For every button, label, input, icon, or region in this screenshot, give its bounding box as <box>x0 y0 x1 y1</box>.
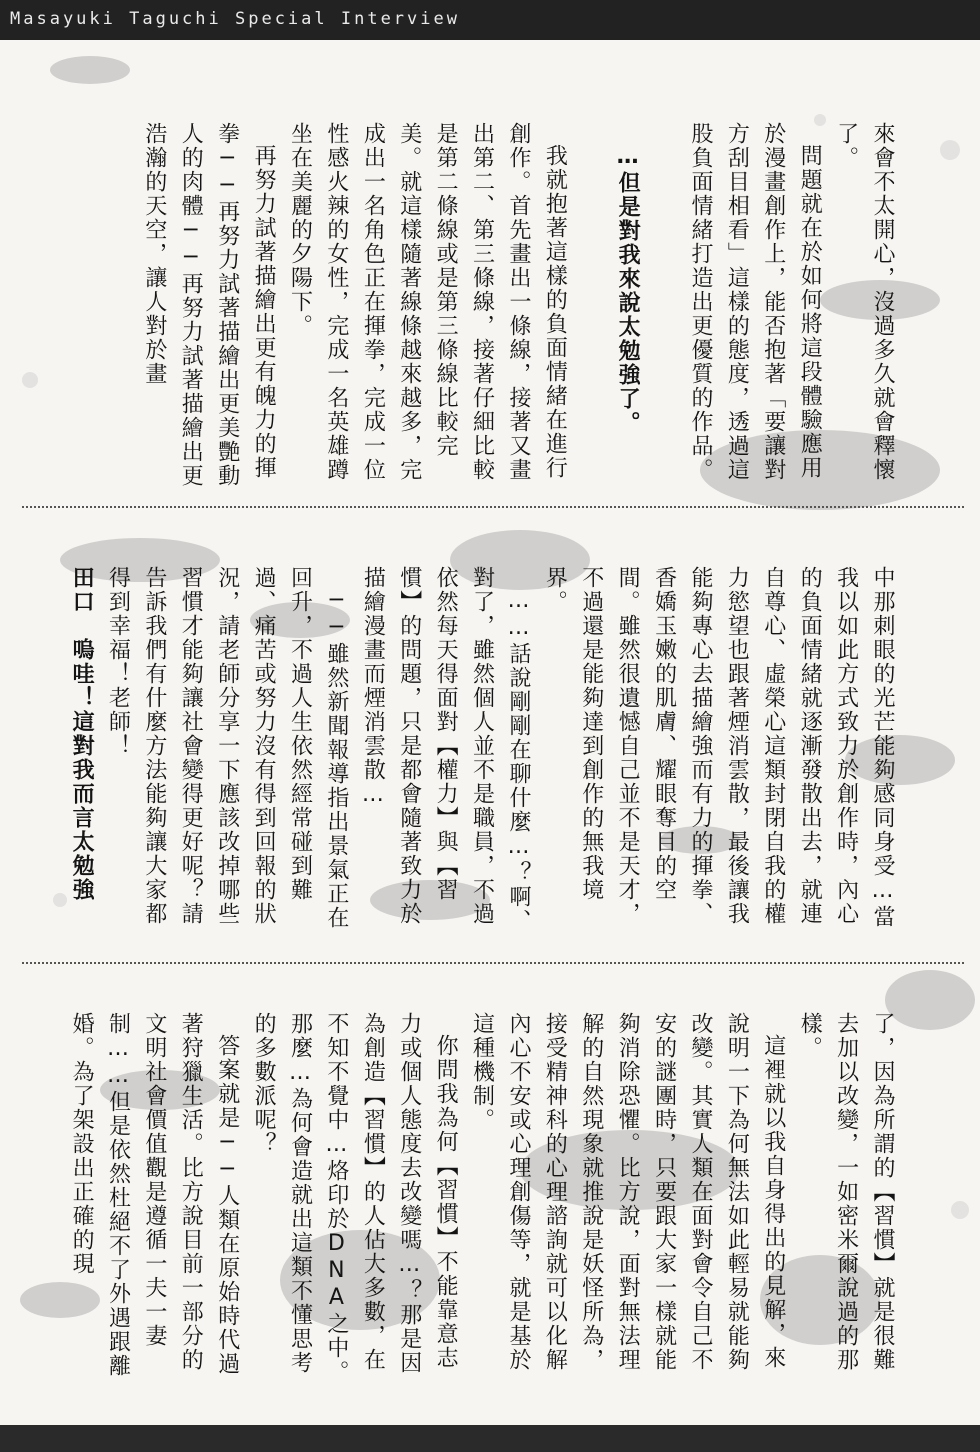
paragraph: 問題就在於如何將這段體驗應用於漫畫創作上，能否抱著「要讓對方刮目相看」這樣的態度，透過這股負面情緒打造出更優質的作品。 <box>687 122 823 482</box>
text-section-middle <box>69 566 900 938</box>
paragraph: 答案就是──人類在原始時代過著狩獵生活。比方說目前一部分的文明社會價值觀是遵循一夫一妻制……但是依然杜絕不了外遇跟離婚。為了架設出正確的現 <box>69 1012 240 1378</box>
paragraph: 我就抱著這樣的負面情緒在進行創作。首先畫出一條線，接著又畫出第二、第三條線，接著仔細比較是第二條線或是第三條線比較完美。就這樣隨著線條越來越多，完成出一名角色正在揮拳，完成一位性感火辣的女性，完成一名英雄蹲坐在美麗的夕陽下。 <box>287 122 568 482</box>
footer-bar <box>0 1425 980 1452</box>
interviewee-answer: 田口 嗚哇！這對我而言太勉強 <box>69 566 95 902</box>
paragraph: 再努力試著描繪出更有魄力的揮拳──再努力試著描繪出更美艷動人的肉體──再努力試著描繪出更浩瀚的天空，讓人對於畫 <box>141 122 277 488</box>
paragraph: ……話說剛剛在聊什麼…？啊、對了，雖然個人並不是職員，不過依然每天得面對【權力】與【習慣】的問題，只是都會隨著致力於描繪漫畫而煙消雲散… <box>360 566 531 933</box>
paragraph: 來會不太開心，沒過多久就會釋懷了。 <box>833 122 895 482</box>
pull-quote: …但是對我來說太勉強了。 <box>615 144 641 435</box>
paragraph: 了，因為所謂的【習慣】就是很難去加以改變，一如密米爾說過的那樣。 <box>797 1012 895 1372</box>
paragraph: 這裡就以我自身得出的見解，來說明一下為何無法如此輕易就能夠改變。其實人類在面對會令自己不安的謎團時，只要跟大家一樣就能夠消除恐懼。比方說，面對無法理解的自然現象就推說是妖怪所為，接受精神科的心理諮詢就可以化解內心不安或心理創傷等，就是基於這種機制。 <box>469 1012 786 1372</box>
paragraph: 你問我為何【習慣】不能靠意志力或個人態度去改變嗎…？那是因為創造【習慣】的人佔大多數，在不知不覺中…烙印於DNA之中。那麼…為何會造就出這類不懂思考的多數派呢？ <box>251 1012 459 1384</box>
spacer <box>645 122 681 494</box>
header-bar <box>0 0 980 40</box>
section-divider <box>22 506 964 508</box>
header-title: Masayuki Taguchi Special Interview <box>10 9 460 29</box>
spacer <box>572 122 608 494</box>
section-divider <box>22 962 964 964</box>
paragraph: 中那刺眼的光芒能夠感同身受…當我以如此方式致力於創作時，內心的負面情緒就逐漸發散出去，就連自尊心、虛榮心這類封閉自我的權力慾望也跟著煙消雲散，最後讓我能夠專心去描繪強而有力的揮拳、香嬌玉嫩的肌膚、耀眼奪目的空間。雖然很遺憾自己並不是天才，不過還是能夠達到創作的無我境界。 <box>542 566 895 929</box>
text-section-bottom <box>69 1012 900 1384</box>
text-section-top <box>80 122 900 494</box>
interview-question: ──雖然新聞報導指出景氣正在回升，不過人生依然經常碰到難過、痛苦或努力沒有得到回報的狀況，請老師分享一下應該改掉哪些習慣才能夠讓社會變得更好呢？請告訴我們有什麼方法能夠讓大家都得到幸福！老師！ <box>105 566 349 930</box>
